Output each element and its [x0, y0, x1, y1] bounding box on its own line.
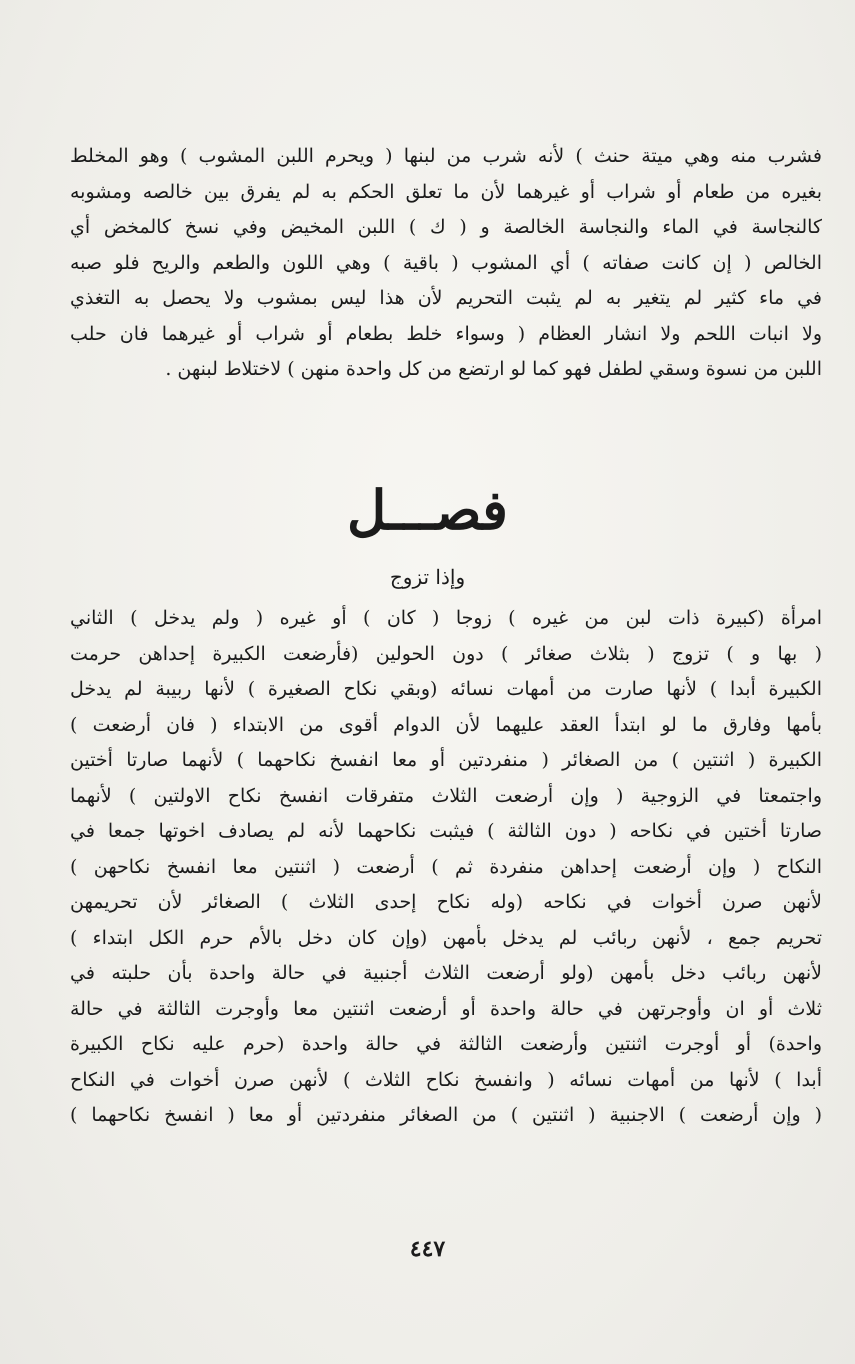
text-line: ثلاث أو ان وأوجرتهن في حالة واحدة أو أرضعت اثنتين معا وأوجرت الثالثة في حالة — [70, 997, 822, 1020]
text-line: فشرب منه وهي ميتة حنث ) لأنه شرب من لبنها ( ويحرم اللبن المشوب ) وهو المخلط — [70, 145, 822, 167]
page-number: ٤٤٧ — [409, 1236, 446, 1262]
text-line: الكبيرة ( اثنتين ) من الصغائر ( منفردتين أو معا انفسخ نكاحهما ) لأنهما صارتا أختين — [70, 749, 822, 771]
text-line: بغيره من طعام أو شراب أو غيرهما لأن ما تعلق الحكم به لم يفرق بين خالصه ومشوبه — [70, 180, 822, 203]
text-line: الكبيرة أبدا ) لأنها صارت من أمهات نسائه (وبقي نكاح الصغيرة ) لأنها ربيبة لم يدخل — [70, 678, 822, 700]
section-subheading: وإذا تزوج — [389, 565, 466, 589]
text-line: النكاح ( وإن أرضعت إحداهن منفردة ثم ) أرضعت ( اثنتين معا انفسخ نكاحهن ) — [70, 855, 822, 878]
text-line: لأنهن ربائب دخل بأمهن (ولو أرضعت الثلاث أجنبية في حالة واحدة بأن حلبته في — [70, 962, 822, 984]
text-line: كالنجاسة في الماء والنجاسة الخالصة و ( ك ) اللبن المخيض وفي نسخ كالمخض أي — [70, 216, 822, 238]
text-line: واحدة) أو أوجرت اثنتين وأرضعت الثالثة في حالة واحدة (حرم عليه نكاح الكبيرة — [70, 1033, 822, 1055]
text-line: تحريم جمع ، لأنهن ربائب لم يدخل بأمهن (وإن كان دخل بالأم حرم الكل ابتداء ) — [70, 926, 822, 949]
text-line: ( بها و ) تزوج ( بثلاث صغائر ) دون الحولين (فأرضعت الكبيرة إحداهن حرمت — [70, 642, 822, 665]
text-line: واجتمعتا في الزوجية ( وإن أرضعت الثلاث متفرقات انفسخ نكاح الاولتين ) لأنهما — [70, 784, 822, 807]
text-line: امرأة (كبيرة ذات لبن من غيره ) زوجا ( كان ) أو غيره ( ولم يدخل ) الثاني — [70, 607, 822, 629]
text-line: ولا انبات اللحم ولا انشار العظام ( وسواء خلط بطعام أو شراب أو غيرهما فان حلب — [70, 322, 822, 345]
main-paragraph — [70, 601, 822, 1134]
text-line: الخالص ( إن كانت صفاته ) أي المشوب ( باقية ) وهي اللون والطعم والريح فلو صبه — [70, 251, 822, 274]
text-line: صارتا أختين في نكاحه ( دون الثالثة ) فيثبت نكاحهما لأنه لم يصادف اخوتها جمعا في — [70, 820, 822, 842]
text-line: لأنهن صرن أخوات في نكاحه (وله نكاح إحدى الثلاث ) الصغائر لأن تحريمهن — [70, 891, 822, 913]
top-paragraph — [70, 139, 822, 388]
text-line: بأمها وفارق ما لو ابتدأ العقد عليهما لأن الدوام أقوى من الابتداء ( فان أرضعت ) — [70, 713, 822, 736]
text-line: أبدا ) لأنها من أمهات نسائه ( وانفسخ نكاح الثلاث ) لأنهن صرن أخوات في النكاح — [70, 1068, 822, 1091]
text-line: اللبن من نسوة وسقي لطفل فهو كما لو ارتضع من كل واحدة منهن ) لاختلاط لبنهن . — [165, 358, 822, 380]
text-line: في ماء كثير لم يتغير به لم يثبت التحريم لأن هذا ليس بمشوب ولا يحصل به التغذي — [70, 287, 822, 309]
section-heading: فصـــل — [347, 478, 508, 542]
text-line: ( وإن أرضعت ) الاجنبية ( اثنتين ) من الصغائر منفردتين أو معا ( انفسخ نكاحهما ) — [70, 1104, 822, 1126]
